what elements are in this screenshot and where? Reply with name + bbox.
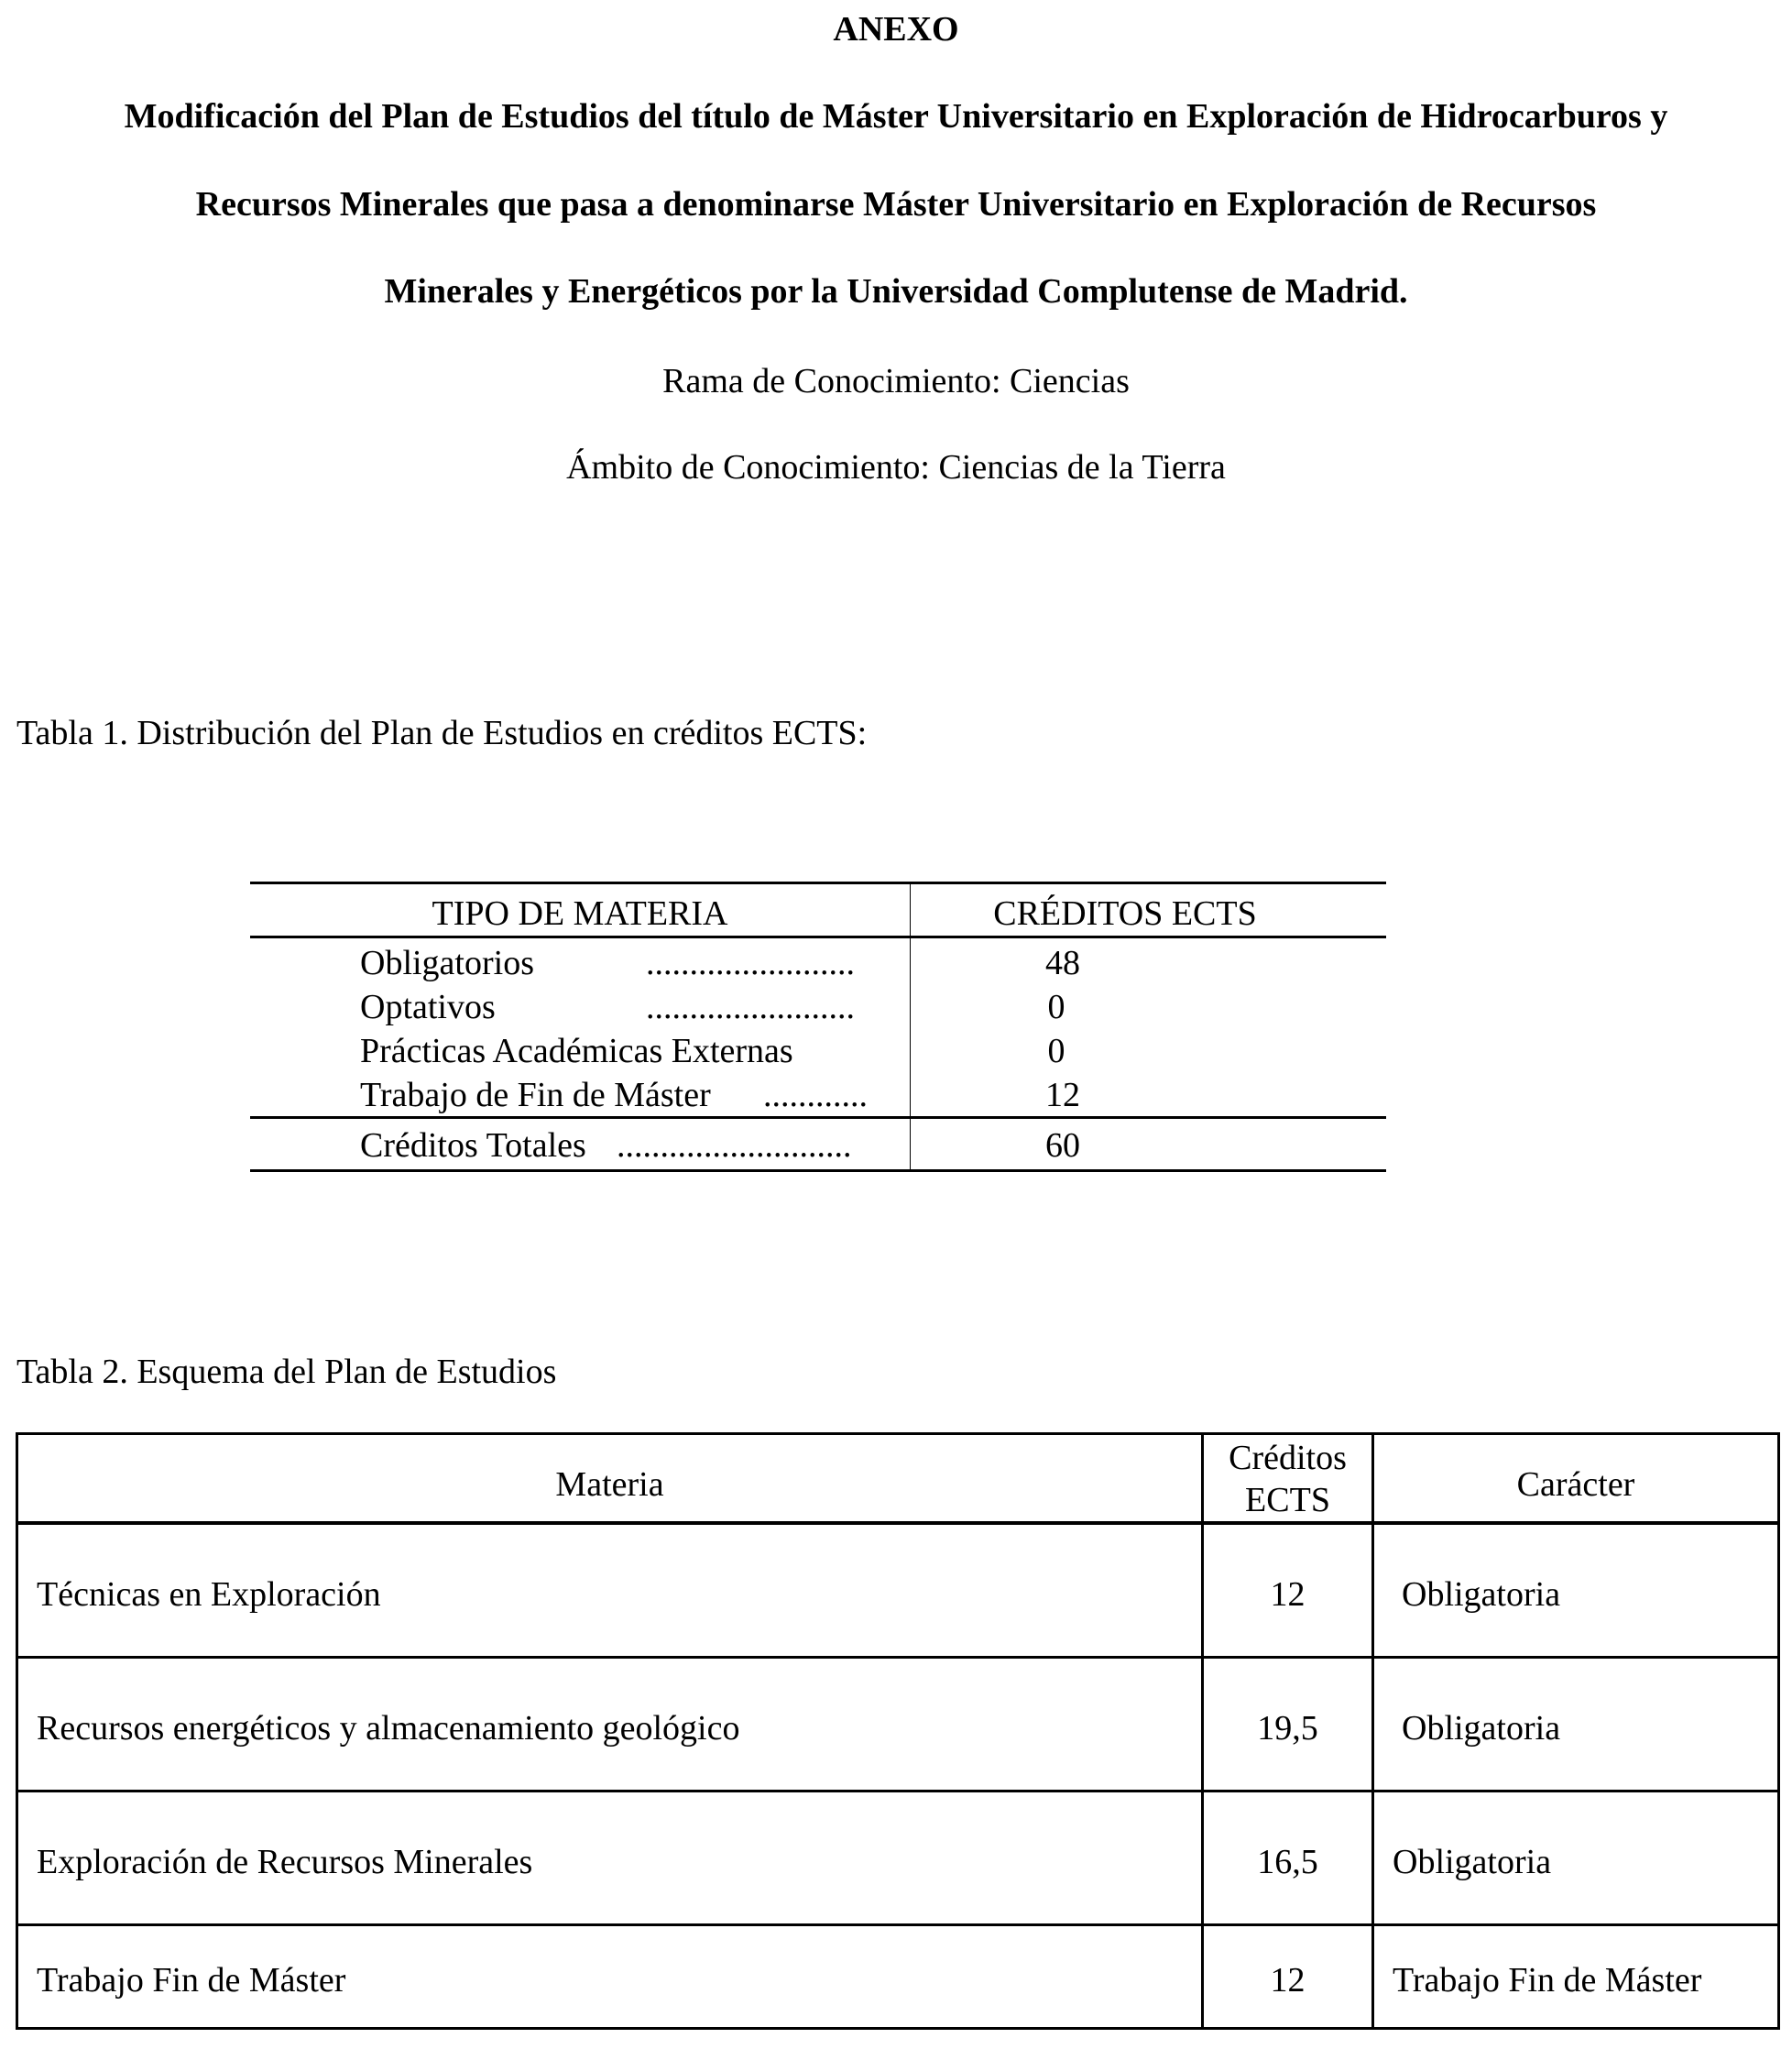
table1-row-label: Prácticas Académicas Externas (360, 1032, 793, 1070)
table1-row-value: 0 (1047, 1032, 1065, 1070)
table-rule (16, 1432, 18, 2030)
table2-row-creditos: 12 (1270, 1575, 1306, 1614)
table1-row-dots: ........................ (646, 944, 855, 982)
table-rule (250, 1116, 1386, 1119)
table2-caption: Tabla 2. Esquema del Plan de Estudios (16, 1353, 557, 1391)
table2-row-materia: Técnicas en Exploración (37, 1575, 381, 1614)
table1-row-dots: ............ (763, 1076, 868, 1114)
table-rule (16, 1432, 1780, 1435)
annex-heading: ANEXO (833, 10, 959, 49)
table-rule (250, 936, 1386, 938)
table1-row-label: Obligatorios (360, 944, 534, 982)
table2-row-materia: Recursos energéticos y almacenamiento geológico (37, 1709, 740, 1748)
table2-header-materia: Materia (555, 1465, 664, 1504)
table2-row-caracter: Obligatoria (1402, 1575, 1561, 1614)
table-rule (250, 882, 1386, 884)
table-rule (250, 1169, 1386, 1172)
table1-row-label: Optativos (360, 988, 496, 1026)
table2-row-creditos: 12 (1270, 1961, 1306, 2000)
table-rule (16, 1923, 1780, 1926)
table1-header-creditos: CRÉDITOS ECTS (993, 894, 1257, 933)
table2-header-creditos: Créditos (1229, 1439, 1347, 1477)
ambito-conocimiento: Ámbito de Conocimiento: Ciencias de la Tierra (566, 448, 1226, 487)
table1-total-dots: ........................... (617, 1126, 852, 1165)
table1-row-dots: ........................ (646, 988, 855, 1026)
table1-caption: Tabla 1. Distribución del Plan de Estudios en créditos ECTS: (16, 714, 868, 752)
table-rule (16, 1521, 1780, 1525)
table2-header-caracter: Carácter (1516, 1465, 1635, 1504)
table1-total-value: 60 (1045, 1126, 1080, 1165)
table2-row-caracter: Obligatoria (1393, 1843, 1552, 1881)
rama-conocimiento: Rama de Conocimiento: Ciencias (662, 362, 1130, 400)
table1-row-value: 12 (1045, 1076, 1080, 1114)
table1-row-value: 0 (1047, 988, 1065, 1026)
table2-row-materia: Exploración de Recursos Minerales (37, 1843, 533, 1881)
title-line-3: Minerales y Energéticos por la Universidad Complutense de Madrid. (384, 272, 1408, 311)
table-rule (16, 1656, 1780, 1659)
table2-row-caracter: Obligatoria (1402, 1709, 1561, 1748)
table2-row-creditos: 19,5 (1257, 1709, 1318, 1748)
table1-row-label: Trabajo de Fin de Máster (360, 1076, 711, 1114)
table-rule (16, 1790, 1780, 1792)
table-rule (16, 2027, 1780, 2030)
table-rule (1777, 1432, 1780, 2030)
table1-total-label: Créditos Totales (360, 1126, 586, 1165)
table1-header-tipo: TIPO DE MATERIA (432, 894, 728, 933)
table2-row-materia: Trabajo Fin de Máster (37, 1961, 346, 2000)
table2-row-creditos: 16,5 (1257, 1843, 1318, 1881)
title-line-2: Recursos Minerales que pasa a denominarse Máster Universitario en Exploración de Recursos (195, 185, 1597, 224)
table2-row-caracter: Trabajo Fin de Máster (1393, 1961, 1702, 2000)
table-rule (1371, 1432, 1374, 2030)
title-line-1: Modificación del Plan de Estudios del título de Máster Universitario en Exploración de Hidrocarburos y (124, 97, 1668, 136)
table1-row-value: 48 (1045, 944, 1080, 982)
table2-header-ects: ECTS (1245, 1481, 1330, 1519)
